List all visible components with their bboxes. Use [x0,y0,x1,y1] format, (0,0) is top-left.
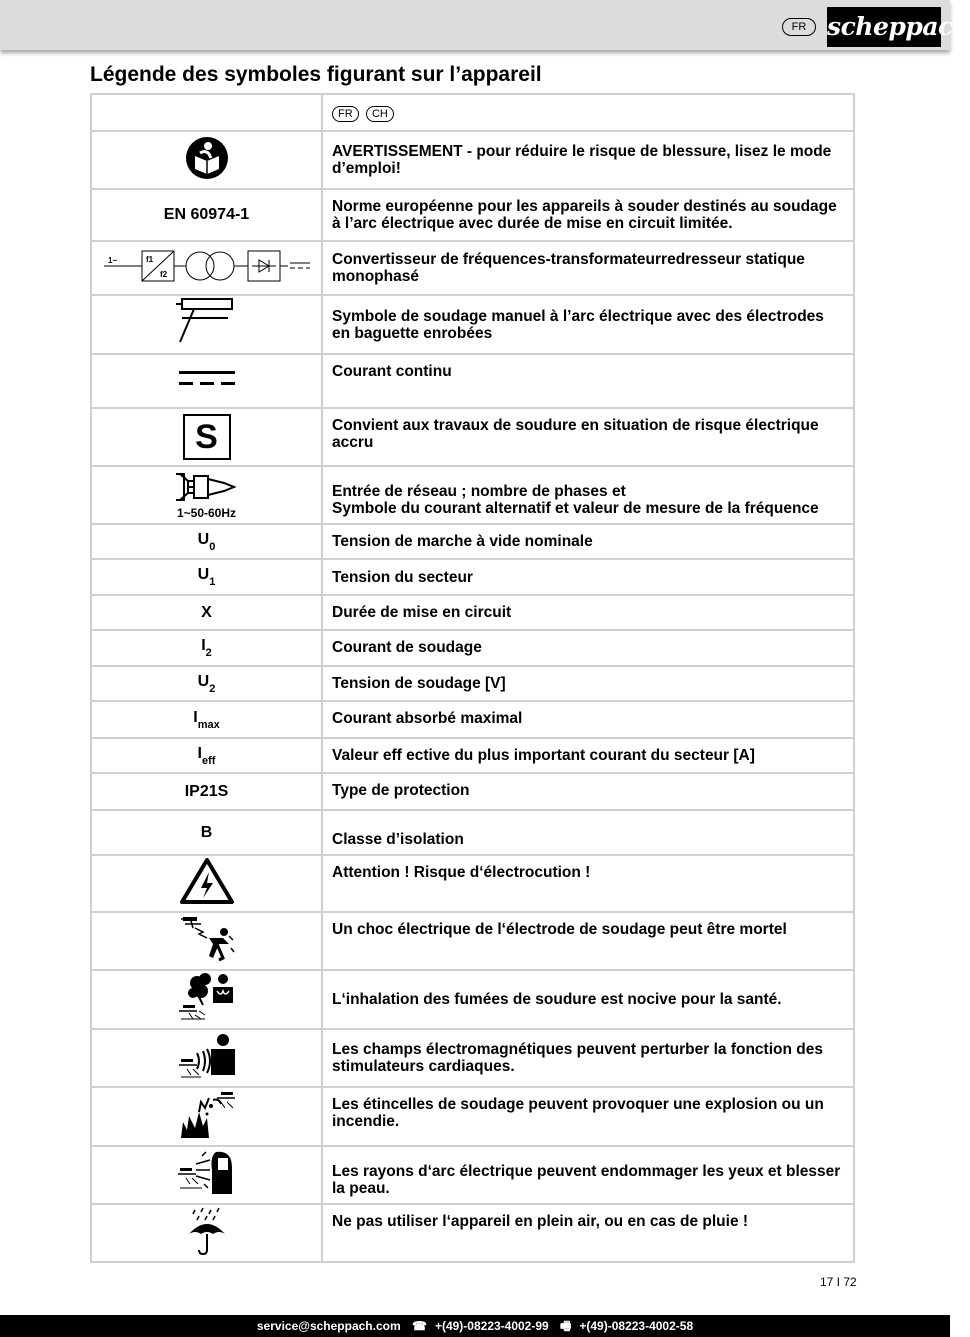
symbol-description [322,466,854,524]
symbol-subscript: eff [202,754,216,767]
symbol-description: Les champs électromagnétiques peuvent perturber la fonction des stimulateurs cardiaques. [322,1029,854,1087]
read-manual-icon [185,136,229,180]
table-row [91,295,854,354]
table-row [91,189,854,241]
symbol-cell [91,354,322,408]
symbol-subscript: 2 [205,647,212,659]
table-row [91,912,854,970]
symbol-description: AVERTISSEMENT - pour réduire le risque de blessure, lisez le mode d’emploi! [322,131,854,189]
symbol-description: Tension du secteur [322,559,854,595]
symbol-cell [91,701,322,738]
symbol-cell [91,912,322,970]
table-header-row [91,94,854,131]
footer-email[interactable]: service@scheppach.com [256,1319,401,1333]
symbol-main: I [197,744,202,762]
symbol-description: Type de protection [322,773,854,810]
symbol-cell [91,241,322,295]
welding-fumes-icon [177,971,237,1023]
symbol-cell [91,295,322,354]
header-bar [0,0,970,50]
symbol-description: L‘inhalation des fumées de soudure est nocive pour la santé. [322,970,854,1029]
language-badge: FR [782,18,816,36]
symbol-description: Courant de soudage [322,630,854,666]
brand-logo: scheppach [827,7,941,47]
table-row [91,354,854,408]
symbol-description: Ne pas utiliser l‘appareil en plein air, ou en cas de pluie ! [322,1204,854,1262]
table-row [91,970,854,1029]
f2-label: f2 [159,269,167,279]
arc-rays-face-shield-icon [176,1148,238,1198]
symbol-subscript: 1 [209,576,216,588]
symbol-description: Les rayons d‘arc électrique peuvent endommager les yeux et blesser la peau. [322,1146,854,1204]
symbol-cell: X [91,595,322,630]
symbol-description: Valeur eff ective du plus important courant du secteur [A] [322,738,854,773]
table-row [91,408,854,466]
symbol-cell [91,466,322,524]
manual-arc-welding-icon [172,296,242,348]
lang-pill-fr: FR [332,106,359,122]
symbol-cell [91,131,322,189]
table-row [91,810,854,855]
table-row [91,773,854,810]
table-row [91,630,854,666]
table-row [91,701,854,738]
fax-icon: 🖷 [560,1319,572,1333]
symbol-cell [91,1029,322,1087]
symbol-cell [91,559,322,595]
inverter-transformer-rectifier-icon [102,246,312,286]
table-row [91,666,854,701]
table-row [91,1087,854,1146]
umbrella-rain-icon [185,1206,229,1256]
page-number: 17 I 72 [820,1275,857,1289]
symbol-main: U [197,566,210,583]
symbols-legend-table [90,93,855,1263]
symbol-description: Tension de marche à vide nominale [322,524,854,559]
footer-fax: +(49)-08223-4002-58 [579,1319,694,1333]
symbol-cell [91,408,322,466]
symbol-subscript: 2 [209,682,216,695]
s-symbol: S [183,414,231,460]
symbol-cell [91,666,322,701]
table-row [91,524,854,559]
symbol-description: Courant continu [322,354,854,408]
symbol-cell [91,630,322,666]
table-row [91,1029,854,1087]
table-row [91,855,854,912]
symbol-description: Norme européenne pour les appareils à souder destinés au soudage à l’arc électrique avec durée de mise en circuit limitée. [322,189,854,241]
symbol-main: I [193,708,198,726]
mains-plug-icon [172,471,242,503]
symbol-cell: EN 60974-1 [91,189,322,241]
table-row [91,131,854,189]
symbol-cell [91,855,322,912]
table-row [91,466,854,524]
symbol-cell: B [91,810,322,855]
page-title: Légende des symboles figurant sur l’appareil [90,63,542,86]
symbol-description: Convertisseur de fréquences-transformateurredresseur statique monophasé [322,241,854,295]
symbol-description: Symbole de soudage manuel à l’arc électrique avec des électrodes en baguette enrobées [322,295,854,354]
symbol-subscript: max [197,718,220,731]
f1-label: f1 [145,254,153,264]
direct-current-icon [177,369,237,389]
phone-icon: ☎ [412,1319,427,1333]
table-row [91,595,854,630]
symbol-subscript: 0 [209,540,216,553]
symbol-description: Les étincelles de soudage peuvent provoquer une explosion ou un incendie. [322,1087,854,1146]
symbol-cell [91,524,322,559]
symbol-cell: IP21S [91,773,322,810]
welding-sparks-fire-icon [177,1088,237,1140]
symbol-main: U [197,672,210,690]
table-row [91,559,854,595]
symbol-description: Durée de mise en circuit [322,595,854,630]
description-line: Symbole du courant alternatif et valeur de mesure de la fréquence [332,500,819,517]
symbol-cell [91,1087,322,1146]
symbol-description: Courant absorbé maximal [322,701,854,738]
footer-phone: +(49)-08223-4002-99 [434,1319,549,1333]
symbol-cell [91,1146,322,1204]
symbol-cell [91,738,322,773]
symbol-description: Convient aux travaux de soudure en situation de risque électrique accru [322,408,854,466]
symbol-main: I [201,637,206,654]
symbol-main: U [197,530,210,548]
symbol-cell [91,1204,322,1262]
description-line: Entrée de réseau ; nombre de phases et [332,483,626,500]
footer-bar [0,1315,950,1337]
electromagnetic-field-icon [177,1031,237,1081]
symbol-description: Tension de soudage [V] [322,666,854,701]
high-voltage-warning-icon [179,857,235,905]
lang-pill-ch: CH [366,106,394,122]
symbol-description: Un choc électrique de l‘électrode de soudage peut être mortel [322,912,854,970]
symbol-cell [91,970,322,1029]
table-row [91,738,854,773]
symbol-description: Classe d’isolation [322,810,854,855]
mains-caption: 1~50-60Hz [176,505,237,520]
phase-label: 1~ [107,255,117,265]
table-row [91,1146,854,1204]
language-pills [322,94,854,131]
symbol-description: Attention ! Risque d‘électrocution ! [322,855,854,912]
electric-shock-electrode-icon [179,914,235,964]
table-header-blank [91,94,322,131]
table-row [91,1204,854,1262]
table-row [91,241,854,295]
